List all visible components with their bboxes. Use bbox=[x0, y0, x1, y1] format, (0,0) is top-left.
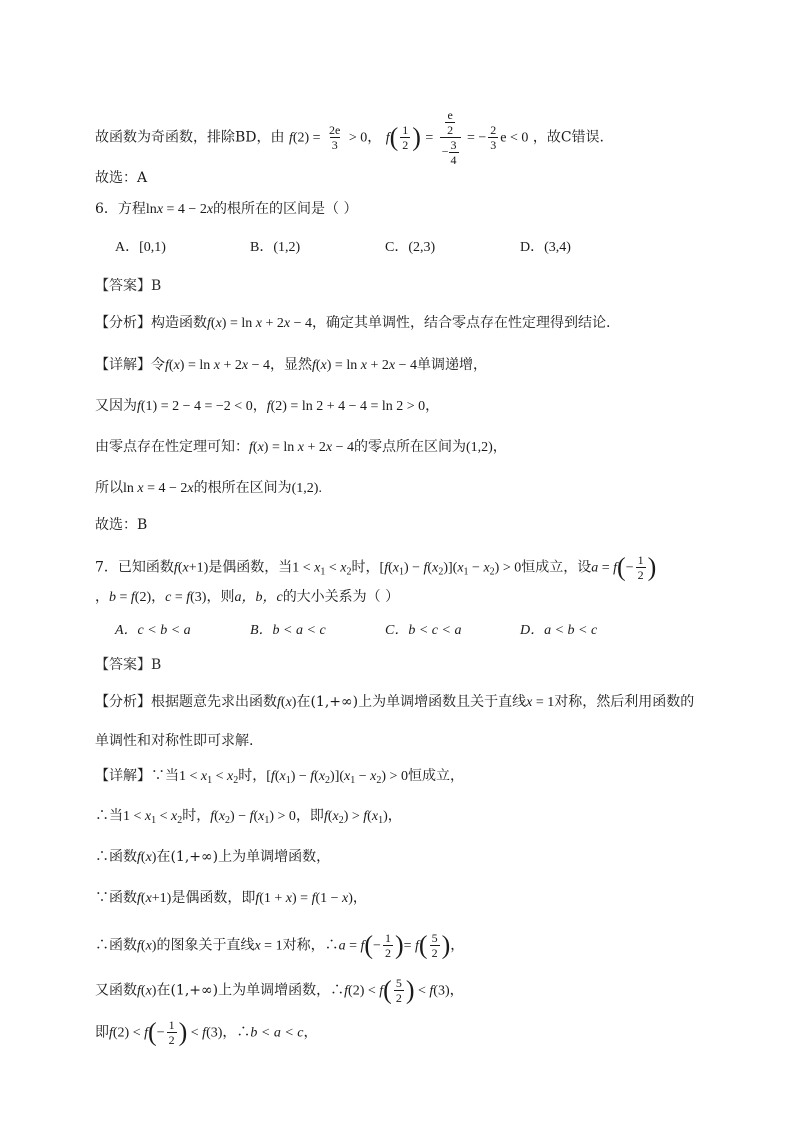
option-a[interactable]: A．[0,1) bbox=[115, 240, 166, 255]
detail-7-line2: ∴当$1 < x_1 < x_2$时，$f(x_2) - f(x_1) > 0$，即$f(x_2) > f(x_1)$， bbox=[95, 808, 402, 826]
analysis-7-line1: 【分析】根据题意先求出函数f(x)在(1,+∞)上为单调增函数且关于直线x = 1对称，然后利用函数的 bbox=[95, 694, 695, 710]
detail-7-line4: ∵函数f(x+1)是偶函数，即f(1 + x) = f(1 − x)， bbox=[95, 890, 367, 906]
detail-7-line7: 即f(2) < f(− $\frac{1}{2}$ ) < f(3)，∴b < a < c， bbox=[95, 1017, 318, 1047]
option-c-7[interactable]: C．b < c < a bbox=[385, 623, 462, 638]
analysis-6: 【分析】构造函数f(x) = ln x + 2x − 4，确定其单调性，结合零点存在性定理得到结论. bbox=[95, 315, 611, 331]
detail-6-line3: 由零点存在性定理可知：f(x) = ln x + 2x − 4的零点所在区间为(1,2)， bbox=[95, 439, 507, 455]
detail-6-line4: 所以ln x = 4 − 2x的根所在区间为(1,2). bbox=[95, 480, 322, 496]
question-7-line1: 7．已知函数f(x+1)是偶函数，当$1 < x_1 < x_2$时，$[f(x_1) - f(x_2)](x_1 - x_2) > 0$恒成立，设a = f(− $\frac{1}{2}$ ) bbox=[95, 552, 657, 582]
answer-7: 【答案】B bbox=[95, 657, 162, 673]
option-d[interactable]: D．(3,4) bbox=[520, 240, 571, 255]
option-b-7[interactable]: B．b < a < c bbox=[250, 623, 326, 638]
answer-pick-b-6: 故选：B bbox=[95, 517, 148, 533]
option-c[interactable]: C．(2,3) bbox=[385, 240, 436, 255]
question-7-line2: ，b = f(2)，c = f(3)，则a，b，c的大小关系为（ ） bbox=[95, 589, 400, 605]
fraction-2e-3: $\frac{2e}{3}$ bbox=[329, 123, 341, 152]
detail-7-line6: 又函数f(x)在(1,+∞)上为单调增函数，∴f(2) < f( $\frac{5}{2}$ ) < f(3)， bbox=[95, 975, 464, 1005]
detail-7-line1: 【详解】∵当$1 < x_1 < x_2$时，$[f(x_1) - f(x_2)](x_1 - x_2) > 0$恒成立， bbox=[95, 768, 464, 786]
option-a-7[interactable]: A．c < b < a bbox=[115, 623, 191, 638]
question-6: 6．方程lnx = 4 − 2x的根所在的区间是（ ） bbox=[95, 201, 358, 217]
option-b[interactable]: B．(1,2) bbox=[250, 240, 301, 255]
question-7-options bbox=[115, 621, 597, 641]
analysis-7-line2: 单调性和对称性即可求解. bbox=[95, 733, 254, 749]
question-6-options bbox=[115, 237, 571, 258]
answer-6: 【答案】B bbox=[95, 278, 162, 294]
option-d-7[interactable]: D．a < b < c bbox=[520, 623, 598, 638]
answer-pick-a: 故选：A bbox=[95, 170, 148, 186]
detail-7-line5: ∴函数f(x)的图象关于直线x = 1对称，∴a = f(− $\frac{1}{2}$ )= f( $\frac{5}{2}$ )， bbox=[95, 930, 465, 960]
detail-6-line2: 又因为f(1) = 2 − 4 = −2 < 0，f(2) = ln 2 + 4 − 4 = ln 2 > 0， bbox=[95, 398, 440, 414]
detail-7-line3: ∴函数f(x)在(1,+∞)上为单调增函数， bbox=[95, 849, 331, 865]
line-odd-function: 故函数为奇函数，排除BD，由 f(2) = $\frac{2e}{3}$ > 0， f( $\frac{1}{2}$ ) = $\frac{e}{2}$ − $\frac{3}{4}$ = − $\frac{2}{3}$ e < 0 ，故C错误. bbox=[95, 108, 604, 167]
fraction-e2-over-neg34: $\frac{e}{2}$ − $\frac{3}{4}$ bbox=[440, 108, 461, 167]
detail-6-line1: 【详解】令f(x) = ln x + 2x − 4，显然f(x) = ln x + 2x − 4单调递增， bbox=[95, 357, 487, 373]
